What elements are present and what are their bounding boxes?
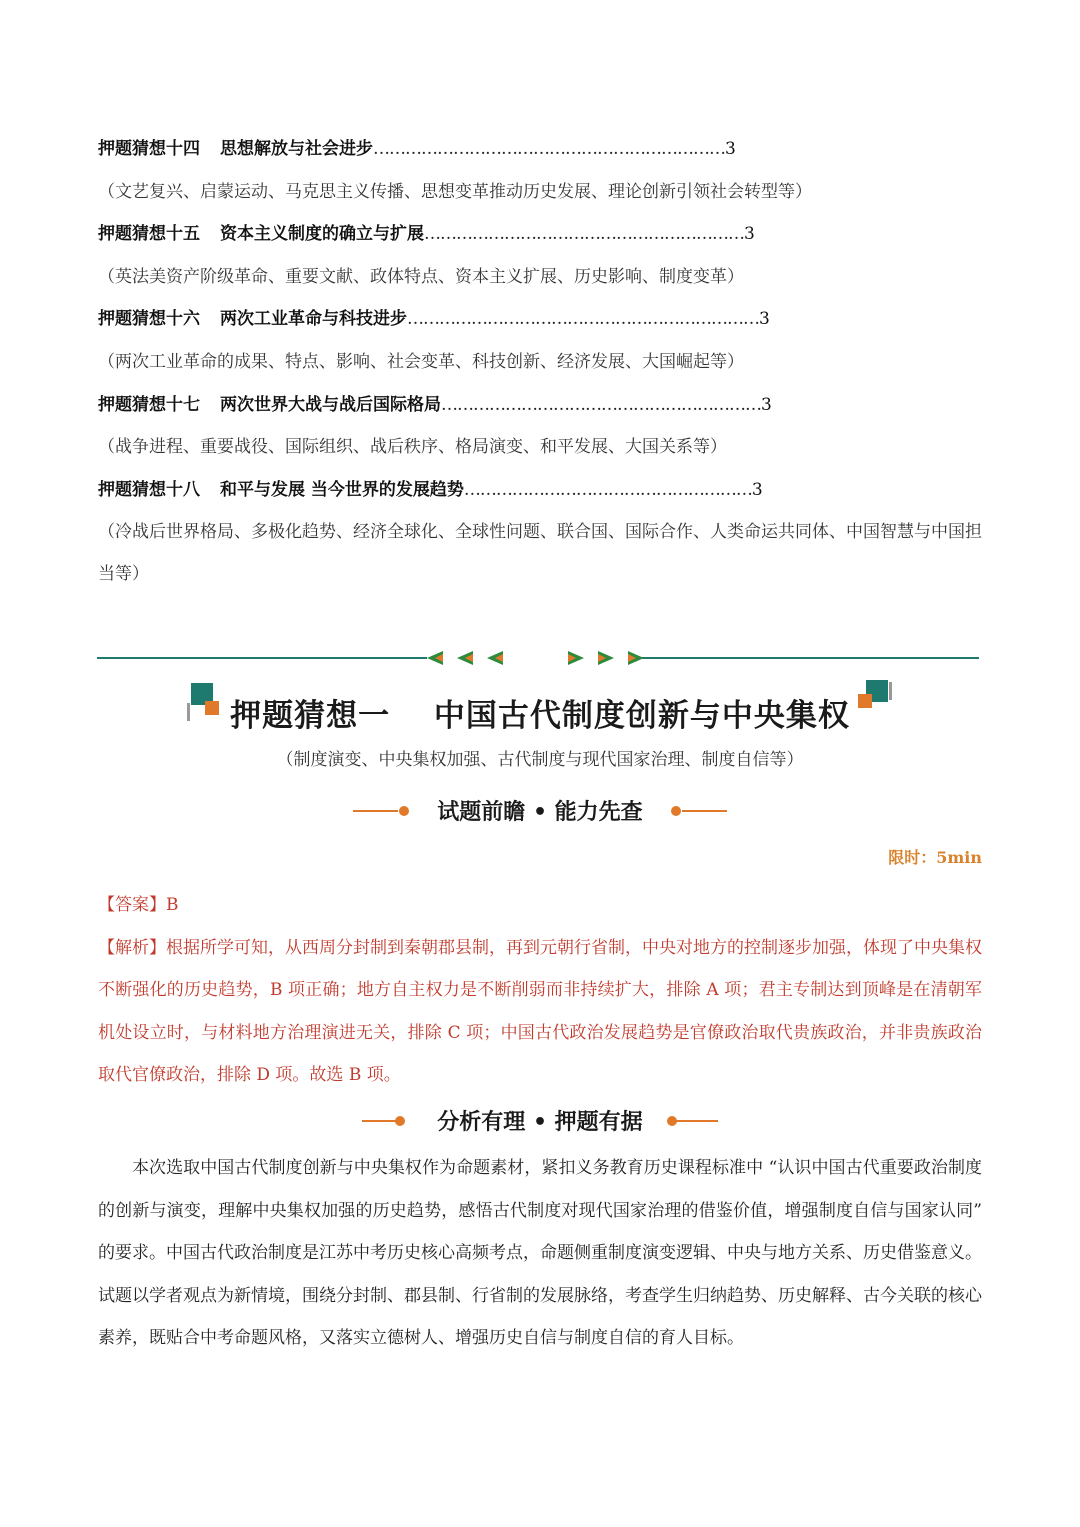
toc-dots: ………………………………………………………… [373, 139, 725, 159]
toc-entry[interactable] [98, 298, 988, 341]
toc-page-number: 3 [759, 309, 770, 330]
toc-number: 押题猜想十八 [98, 479, 200, 500]
toc-description: （英法美资产阶级革命、重要文献、政体特点、资本主义扩展、历史影响、制度变革） [98, 266, 744, 287]
toc-description: （冷战后世界格局、多极化趋势、经济全球化、全球性问题、联合国、国际合作、人类命运共同体、中国智慧与中国担当等） [98, 522, 982, 585]
toc-title: 思想解放与社会进步 [220, 139, 373, 159]
section-heading [0, 690, 1080, 735]
toc-title: 两次工业革命与科技进步 [220, 309, 407, 330]
toc-dots: …………………………………………………… [424, 224, 744, 245]
toc-title: 资本主义制度的确立与扩展 [220, 224, 424, 245]
toc-page-number: 3 [761, 394, 772, 415]
analysis-text: 根据所学可知，从西周分封制到秦朝郡县制，再到元朝行省制，中央对地方的控制逐步加强，体现了中央集权不断强化的历史趋势，B 项正确；地方自主权力是不断削弱而非持续扩大，排除 A 项；君主专制达到顶峰是在清朝军机处设立时，与材料地方治理演进无关，排除 C 项；中国古代政治发展趋势是官僚政治取代贵族政治，并非贵族政治取代官僚政治，排除 D 项。故选 B 项。 [98, 937, 982, 1085]
toc-description: （两次工业革命的成果、特点、影响、社会变革、科技创新、经济发展、大国崛起等） [98, 351, 744, 372]
answer-line: 【答案】B [98, 895, 179, 915]
band-header-preview [0, 792, 1080, 828]
left-arrows-icon [427, 651, 503, 665]
table-of-contents [98, 128, 988, 595]
section-divider [97, 651, 979, 665]
time-limit: 限时：5min [888, 848, 982, 867]
toc-dots: ………………………………………………………… [407, 309, 759, 330]
toc-number: 押题猜想十六 [98, 309, 200, 330]
analysis-paragraph: 本次选取中国古代制度创新与中央集权作为命题素材，紧扣义务教育历史课程标准中 “认识中国古代重要政治制度的创新与演变，理解中央集权加强的历史趋势，感悟古代制度对现代国家治理的借鉴价值，增强制度自信与国家认同” 的要求。中国古代政治制度是江苏中考历史核心高频考点，命题侧重制度演变逻辑、中央与地方关系、历史借鉴意义。试题以学者观点为新情境，围绕分封制、郡县制、行省制的发展脉络，考查学生归纳趋势、历史解释、古今关联的核心素养，既贴合中考命题风格，又落实立德树人、增强历史自信与制度自信的育人目标。 [98, 1158, 982, 1348]
toc-dots: ……………………………………………… [463, 479, 752, 500]
band-title: 分析有理 • 押题有据 [437, 1110, 643, 1135]
right-arrows-icon [568, 651, 644, 665]
section-title: 押题猜想一 中国古代制度创新与中央集权 [230, 698, 850, 734]
toc-number: 押题猜想十四 [98, 139, 200, 159]
toc-title: 两次世界大战与战后国际格局 [220, 394, 441, 415]
toc-page-number: 3 [725, 139, 736, 159]
toc-number: 押题猜想十五 [98, 224, 200, 245]
band-header-analysis [0, 1102, 1080, 1138]
toc-page-number: 3 [744, 224, 755, 245]
toc-description: （文艺复兴、启蒙运动、马克思主义传播、思想变革推动历史发展、理论创新引领社会转型等） [98, 181, 812, 202]
toc-entry[interactable] [98, 384, 988, 427]
answer-value: B [166, 895, 179, 915]
answer-block [98, 884, 982, 1097]
section-subtitle: （制度演变、中央集权加强、古代制度与现代国家治理、制度自信等） [276, 750, 804, 770]
band-title: 试题前瞻 • 能力先查 [437, 800, 643, 825]
toc-title: 和平与发展 当今世界的发展趋势 [220, 479, 464, 500]
analysis-line: 【解析】根据所学可知，从西周分封制到秦朝郡县制，再到元朝行省制，中央对地方的控制逐步加强，体现了中央集权不断强化的历史趋势，B 项正确；地方自主权力是不断削弱而非持续扩大，排除 A 项；君主专制达到顶峰是在清朝军机处设立时，与材料地方治理演进无关，排除 C 项；中国古代政治发展趋势是官僚政治取代贵族政治，并非贵族政治取代官僚政治，排除 D 项。故选 B 项。 [98, 937, 982, 1085]
toc-entry[interactable] [98, 128, 988, 171]
toc-number: 押题猜想十七 [98, 394, 200, 415]
toc-page-number: 3 [751, 479, 763, 500]
toc-entry[interactable] [98, 213, 988, 256]
toc-description: （战争进程、重要战役、国际组织、战后秩序、格局演变、和平发展、大国关系等） [98, 437, 727, 458]
toc-entry[interactable] [98, 469, 988, 512]
toc-dots: …………………………………………………… [441, 394, 761, 415]
